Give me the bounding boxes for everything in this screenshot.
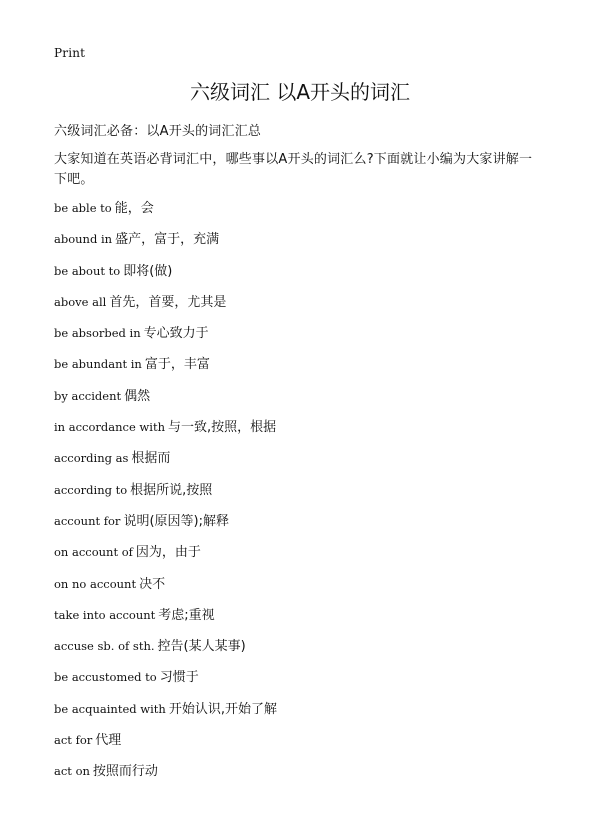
vocab-item [54,448,544,479]
page-title: 六级词汇 以A开头的词汇 [189,80,411,104]
vocab-chinese: 习惯于 [159,670,199,686]
vocab-chinese: 根据而 [131,451,171,467]
vocab-chinese: 代理 [95,733,122,749]
vocab-item [54,542,544,573]
vocab-item [54,386,544,417]
vocab-english: account for [54,513,121,528]
vocab-english: take into account [54,607,156,622]
intro-paragraph: 大家知道在英语必背词汇中，哪些事以A开头的词汇么?下面就让小编为大家讲解一下吧。 [54,152,533,187]
vocab-chinese: 与一致,按照，根据 [167,420,277,436]
vocab-item [54,417,544,448]
vocab-english: according to [54,482,128,497]
vocab-english: act for [54,733,93,748]
print-label[interactable]: Print [54,46,86,60]
vocab-english: be able to [54,201,112,215]
vocab-item [54,605,544,636]
vocab-english: act on [54,764,90,779]
vocab-item [54,292,544,323]
page-subtitle: 六级词汇必备：以A开头的词汇汇总 [54,124,262,139]
vocab-chinese: 按照而行动 [92,764,158,780]
vocab-english: in accordance with [54,420,165,435]
vocab-english: on account of [54,545,133,560]
vocab-english: abound in [54,232,113,247]
vocab-item [54,730,544,761]
vocab-english: according as [54,451,129,466]
vocab-item [54,574,544,605]
vocab-english: be acquainted with [54,701,166,716]
vocab-item [54,198,544,229]
vocab-chinese: 首先，首要，尤其是 [109,294,227,310]
vocab-chinese: 说明(原因等);解释 [123,513,229,529]
vocab-item [54,261,544,292]
vocab-chinese: 根据所说,按照 [130,482,213,498]
vocab-english: above all [54,294,107,309]
vocab-chinese: 决不 [139,576,166,592]
vocab-chinese: 专心致力于 [143,326,209,342]
vocab-english: by accident [54,388,122,403]
vocab-english: be absorbed in [54,326,141,341]
vocab-item [54,511,544,542]
vocab-item [54,636,544,667]
vocab-chinese: 开始认识,开始了解 [168,701,277,717]
vocab-english: on no account [54,576,137,591]
vocab-chinese: 考虑;重视 [158,607,215,623]
vocab-list [54,198,544,793]
vocab-item [54,229,544,260]
vocab-chinese: 因为，由于 [135,545,201,561]
vocab-chinese: 控告(某人某事) [157,639,246,655]
vocab-english: be about to [54,263,121,278]
vocab-chinese: 盛产，富于，充满 [115,232,220,248]
vocab-english: be accustomed to [54,670,157,685]
vocab-item [54,323,544,354]
vocab-item [54,667,544,698]
vocab-chinese: 能，会 [114,201,154,216]
vocab-chinese: 偶然 [124,388,151,404]
vocab-english: accuse sb. of sth. [54,639,155,654]
vocab-chinese: 即将(做) [123,263,173,279]
vocab-item [54,480,544,511]
vocab-chinese: 富于，丰富 [144,357,210,373]
vocab-item [54,761,544,792]
vocab-english: be abundant in [54,357,142,372]
vocab-item [54,699,544,730]
vocab-item [54,354,544,385]
